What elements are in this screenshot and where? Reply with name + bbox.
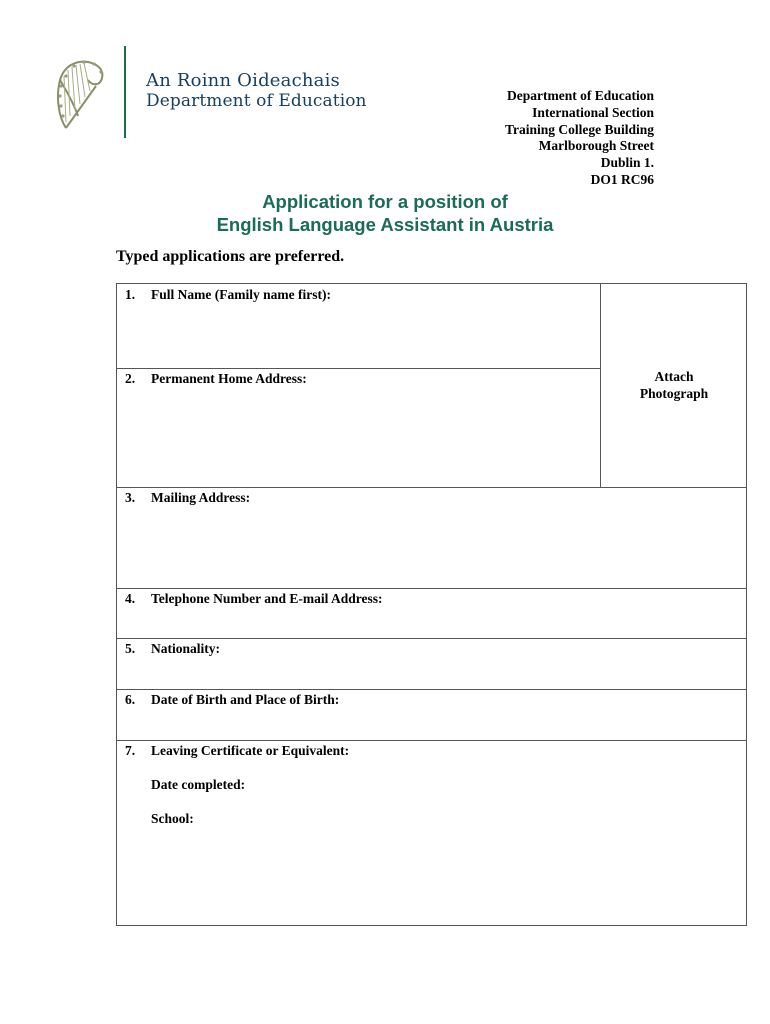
field-number: 6.: [125, 692, 136, 707]
department-name-irish: An Roinn Oideachais: [146, 70, 340, 91]
field-nationality[interactable]: [117, 639, 746, 689]
page-title: [0, 190, 770, 236]
field-label-text: Full Name (Family name first):: [151, 287, 331, 302]
field-label-text: Date of Birth and Place of Birth:: [151, 692, 340, 707]
field-label: [125, 591, 383, 607]
department-name-english: Department of Education: [146, 91, 367, 111]
typed-applications-note: Typed applications are preferred.: [116, 248, 345, 265]
field-full-name[interactable]: [117, 284, 600, 368]
field-label: [125, 287, 331, 303]
title-line-1: Application for a position of: [262, 191, 508, 212]
field-label: [125, 371, 307, 387]
field-label-text: Mailing Address:: [151, 490, 251, 505]
field-number: 1.: [125, 287, 136, 302]
application-form: [116, 283, 747, 926]
address-line: Department of Education: [507, 88, 654, 103]
harp-logo-icon: [52, 56, 110, 132]
field-label: [125, 743, 349, 759]
field-telephone-email[interactable]: [117, 589, 746, 638]
photo-label-line: Photograph: [639, 386, 709, 401]
field-label-text: Telephone Number and E-mail Address:: [151, 591, 383, 606]
attach-photograph-box[interactable]: [601, 284, 747, 487]
field-label-text: Leaving Certificate or Equivalent:: [151, 743, 350, 758]
field-permanent-address[interactable]: [117, 369, 600, 487]
address-line: DO1 RC96: [590, 171, 654, 187]
field-number: 5.: [125, 641, 136, 656]
address-line: Dublin 1.: [600, 155, 654, 171]
field-label: [125, 692, 339, 708]
field-number: 7.: [125, 743, 136, 758]
address-block: [505, 88, 654, 189]
photo-label-line: Attach: [654, 369, 694, 384]
field-leaving-certificate[interactable]: [117, 741, 746, 925]
logo-divider: [124, 46, 126, 138]
address-line: International Section: [532, 104, 654, 120]
field-number: 2.: [125, 371, 136, 386]
address-line: Marlborough Street: [538, 138, 654, 154]
field-label-text: Nationality:: [151, 641, 220, 656]
field-label-text: Permanent Home Address:: [151, 371, 307, 386]
title-line-2: English Language Assistant in Austria: [216, 214, 554, 235]
address-line: Training College Building: [504, 121, 654, 137]
date-completed-label: Date completed:: [151, 777, 246, 792]
field-number: 3.: [125, 490, 136, 505]
school-label: School:: [151, 811, 194, 826]
field-date-place-of-birth[interactable]: [117, 690, 746, 740]
field-label: [125, 641, 220, 657]
field-label: [125, 490, 250, 506]
field-mailing-address[interactable]: [117, 488, 746, 588]
field-number: 4.: [125, 591, 136, 606]
